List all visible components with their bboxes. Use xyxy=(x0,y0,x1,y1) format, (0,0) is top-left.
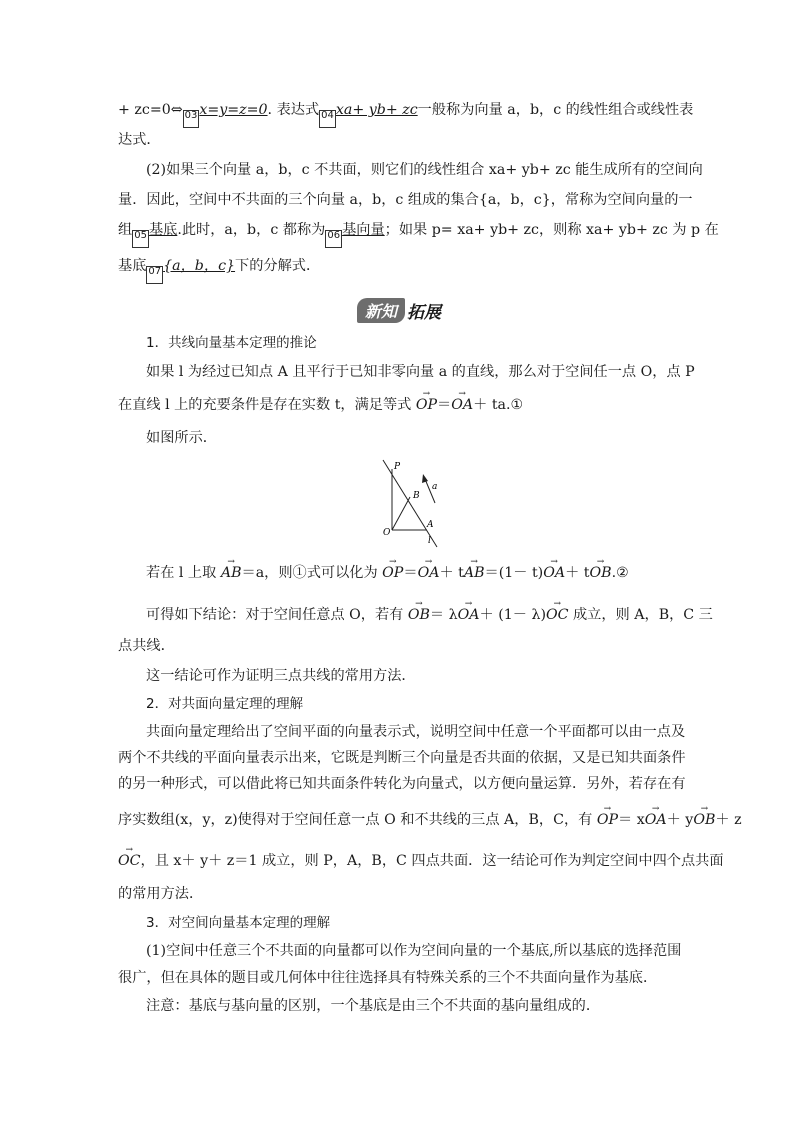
line-diagram xyxy=(365,455,455,555)
answer-03: x=y=z=0 xyxy=(199,102,268,118)
section-2-heading: 2．对共面向量定理的理解 xyxy=(146,696,304,712)
top-line-2: 达式． xyxy=(118,132,161,148)
answer-05: 基底 xyxy=(148,222,178,238)
top-line-5: 组 05 基底.此时，a，b，c 都称为 06 基向量；如果 p= xa+ yb+ zc，则称 xa+ yb+ zc 为 p 在 xyxy=(118,220,719,248)
s2-para-3: 的另一种形式，可以借此将已知共面条件转化为向量式，以方便向量运算．另外，若存在有 xyxy=(118,776,686,792)
text: + zc=0⇔ xyxy=(118,102,183,118)
s2-para-5: → OC，且 x＋ y＋ z＝1 成立，则 P，A，B，C 四点共面．这一结论可作为判定空间中四个点共面 xyxy=(118,851,724,871)
label-O: O xyxy=(383,528,391,538)
label-a: a xyxy=(432,482,438,492)
banner-tag: 新知 xyxy=(357,298,405,323)
answer-box-05: 05 xyxy=(132,230,149,248)
top-line-1: + zc=0⇔ 03 x=y=z=0. 表达式 04 xa+ yb+ zc一般称为向量 a，b，c 的线性组合或线性表 xyxy=(118,100,693,128)
top-line-6: 基底 07 {a，b，c}下的分解式． xyxy=(118,256,320,284)
s2-para-6: 的常用方法． xyxy=(118,886,204,902)
label-P: P xyxy=(394,462,401,472)
segment-OB xyxy=(392,497,410,530)
arrow-a-head xyxy=(422,474,428,483)
section-banner xyxy=(357,298,441,322)
s3-para-1: (1)空间中任意三个不共面的向量都可以作为空间向量的一个基底,所以基底的选择范围 xyxy=(146,943,682,959)
top-line-3: (2)如果三个向量 a，b，c 不共面，则它们的线性组合 xa+ yb+ zc 能生成所有的空间向 xyxy=(146,162,703,178)
answer-07: {a，b，c} xyxy=(163,258,236,274)
banner-word: 拓展 xyxy=(407,302,442,323)
s1-para-1: 如果 l 为经过已知点 A 且平行于已知非零向量 a 的直线，那么对于空间任一点 O，点 P xyxy=(146,364,695,380)
s1-para-2: 在直线 l 上的充要条件是存在实数 t，满足等式 → OP＝→ OA＋ ta.① xyxy=(118,395,523,415)
s1-para-5: 可得如下结论：对于空间任意点 O，若有 → OB＝ λ→ OA＋ (1－ λ)→ OC 成立，则 A，B，C 三 xyxy=(146,605,713,625)
s3-para-3: 注意：基底与基向量的区别，一个基底是由三个不共面的基向量组成的． xyxy=(146,998,601,1014)
answer-box-06: 06 xyxy=(325,230,342,248)
s1-para-3: 如图所示． xyxy=(146,430,217,446)
s2-para-4: 序实数组(x，y，z)使得对于空间任意一点 O 和不共线的三点 A，B，C，有 → OP＝ x→ OA＋ y→ OB＋ z xyxy=(118,810,742,830)
answer-box-03: 03 xyxy=(183,110,200,128)
top-line-4: 量．因此，空间中不共面的三个向量 a，b，c 组成的集合{a，b，c}，常称为空间向量的一 xyxy=(118,192,693,208)
s1-para-7: 这一结论可作为证明三点共线的常用方法． xyxy=(146,668,416,684)
answer-box-07: 07 xyxy=(146,266,163,284)
answer-04: xa+ yb+ zc xyxy=(335,102,418,118)
vector-OA: → OA xyxy=(451,395,473,415)
section-3-heading: 3．对空间向量基本定理的理解 xyxy=(146,915,331,931)
label-A: A xyxy=(427,520,434,530)
s1-para-4: 若在 l 上取 → AB＝a，则①式可以化为 → OP＝→ OA＋ t→ AB＝(1－ t)→ OA＋ t→ OB.② xyxy=(146,563,629,583)
s2-para-2: 两个不共线的平面向量表示出来，它既是判断三个向量是否共面的依据，又是已知共面条件 xyxy=(118,750,686,766)
label-l: l xyxy=(428,536,431,546)
label-B: B xyxy=(413,491,420,501)
answer-06: 基向量 xyxy=(342,222,385,238)
s3-para-2: 很广，但在具体的题目或几何体中往往选择具有特殊关系的三个不共面向量作为基底． xyxy=(118,970,658,986)
line-l xyxy=(383,460,437,547)
vector-OP: → OP xyxy=(416,395,437,415)
answer-box-04: 04 xyxy=(319,110,336,128)
section-1-heading: 1．共线向量基本定理的推论 xyxy=(146,335,317,351)
s2-para-1: 共面向量定理给出了空间平面的向量表示式，说明空间中任意一个平面都可以由一点及 xyxy=(146,724,686,740)
s1-para-6: 点共线． xyxy=(118,638,175,654)
